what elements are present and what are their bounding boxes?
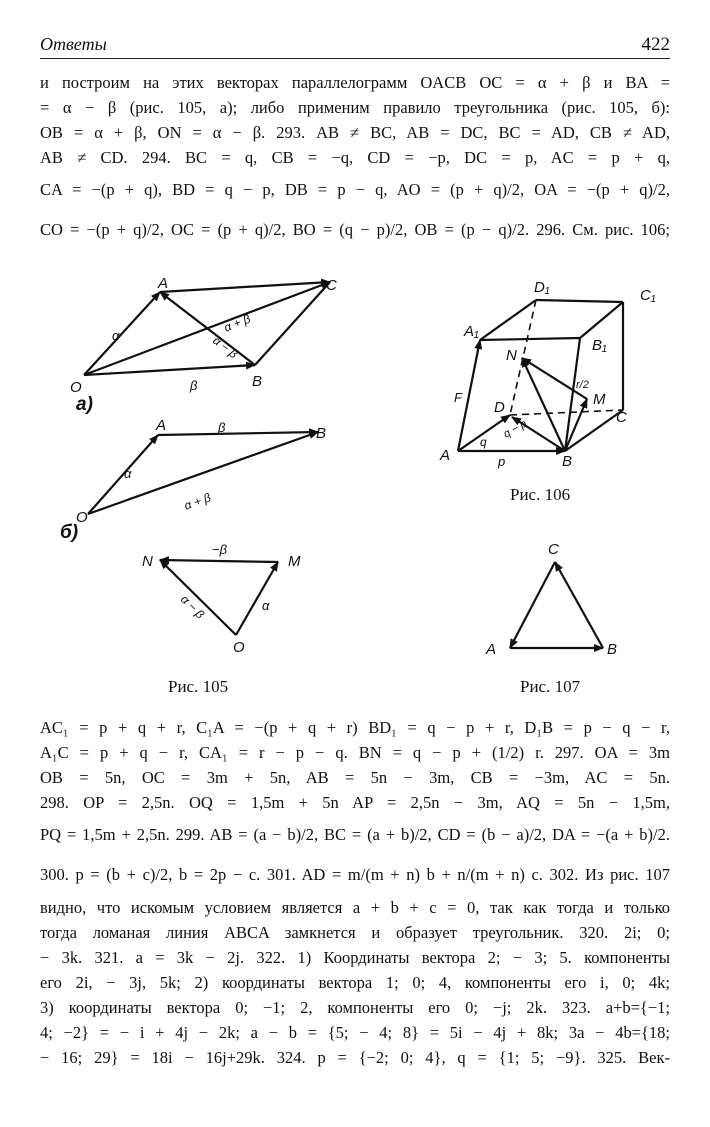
running-title: Ответы <box>40 34 107 54</box>
fig105-a-label-B: B <box>252 373 263 390</box>
text-line: OB = 5n, OC = 3m + 5n, AB = 5n − 3m, CB = −3m, AC = 5n. <box>40 768 670 787</box>
fig106-label-M: M <box>593 391 606 408</box>
text-line: 298. OP = 2,5n. OQ = 1,5m + 5n AP = 2,5n − 3m, AQ = 5n − 1,5m, <box>40 793 670 812</box>
fig105-c-label-O: O <box>233 639 245 656</box>
fig105-a-label-A: A <box>158 275 169 292</box>
fig106-p: p <box>498 454 506 469</box>
fig105-c-label-N: N <box>142 553 153 570</box>
fig107-label-C: C <box>548 541 559 558</box>
fig105-b-beta: β <box>218 420 226 435</box>
fig105-a-beta: β <box>190 378 198 393</box>
fig105-c-diff: α − β <box>177 592 208 622</box>
fig105-a-sum: α + β <box>221 311 253 335</box>
text-line: A₁C = p + q − r, CA₁ = r − p − q. BN = q − p + (1/2) r. 297. OA = 3m <box>40 743 670 762</box>
fig105-a-diff: α − β <box>210 333 241 362</box>
fig106-label-B: B <box>562 453 573 470</box>
fig106-label-C: C <box>616 409 627 426</box>
fig105-b-label-A: A <box>156 417 167 434</box>
figures-area <box>40 270 680 710</box>
text-line: видно, что искомым условием является a + b + c = 0, так как тогда и только <box>40 898 670 917</box>
text-line: 3) координаты вектора 0; −1; 2, компоненты его 0; −j; 2k. 323. a+b={−1; <box>40 998 670 1017</box>
fig105-c-diagram <box>160 560 278 635</box>
text-line: тогда ломаная линия ABCA замкнется и образует треугольник. 320. 2i; 0; <box>40 923 670 942</box>
fig105-c-label-M: M <box>288 553 301 570</box>
fig105-a-alpha: α <box>112 328 120 343</box>
fig106-label-A1: A₁ <box>464 323 479 340</box>
text-line: OB = α + β, ON = α − β. 293. AB ≠ BC, AB = DC, BC = AD, CB ≠ AD, <box>40 123 670 142</box>
fig105-a-diagram <box>84 282 330 375</box>
fig105-b-label-B: B <box>316 425 327 442</box>
fig106-label-A: A <box>440 447 451 464</box>
text-line: AB ≠ CD. 294. BC = q, CB = −q, CD = −p, DC = p, AC = p + q, <box>40 148 670 167</box>
fig105-caption: Рис. 105 <box>168 677 229 696</box>
fig105-b-label-O: O <box>76 509 88 526</box>
fig106-r-half: r/2 <box>576 379 589 391</box>
fig107-label-B: B <box>607 641 618 658</box>
fig105-a-label-C: C <box>326 277 337 294</box>
text-line: = α − β (рис. 105, а); либо применим правило треугольника (рис. 105, б): <box>40 98 670 117</box>
text-line: 300. p = (b + c)/2, b = 2p − c. 301. AD = m/(m + n) b + n/(m + n) c. 302. Из рис. 107 <box>40 865 670 884</box>
fig106-qminusp: q − p <box>501 417 529 441</box>
page-number: 422 <box>641 34 670 55</box>
fig107-label-A: A <box>486 641 497 658</box>
fig106-diagram <box>458 300 623 451</box>
fig106-caption: Рис. 106 <box>510 485 571 504</box>
fig105-a-label-O: O <box>70 379 82 396</box>
fig105-part-b: б) <box>60 522 79 543</box>
text-line: PQ = 1,5m + 2,5n. 299. AB = (a − b)/2, BC = (a + b)/2, CD = (b − a)/2, DA = −(a + b)/2. <box>40 825 670 844</box>
text-line: CO = −(p + q)/2, OC = (p + q)/2, BO = (q − p)/2, OB = (p − q)/2. 296. См. рис. 106; <box>40 220 670 239</box>
text-line: − 16; 29} = 18i − 16j+29k. 324. p = {−2; 0; 4}, q = {1; 5; −9}. 325. Век- <box>40 1048 670 1067</box>
top-text-block <box>40 70 670 250</box>
fig106-label-C1: C₁ <box>640 287 656 304</box>
fig105-b-sum: α + β <box>182 490 213 513</box>
fig105-b-alpha: α <box>124 466 132 481</box>
fig105-part-a: а) <box>76 394 93 415</box>
fig106-label-D1: D₁ <box>534 279 550 296</box>
text-line: − 3k. 321. a = 3k − 2j. 322. 1) Координаты вектора 2; − 3; 5. компоненты <box>40 948 670 967</box>
fig105-c-alpha: α <box>262 598 270 613</box>
text-line: 4; −2} = − i + 4j − 2k; a − b = {5; − 4; 8} = 5i − 4j + 8k; 3a − 4b={18; <box>40 1023 670 1042</box>
fig107-caption: Рис. 107 <box>520 677 581 696</box>
text-line: его 2i, − 3j, 5k; 2) координаты вектора 1; 0; 4, компоненты его i, 0; 4k; <box>40 973 670 992</box>
fig106-q: q <box>480 435 487 449</box>
fig106-label-B1: B₁ <box>592 337 607 354</box>
fig106-label-N: N <box>506 347 517 364</box>
fig106-F: F <box>454 390 462 405</box>
text-line: AC₁ = p + q + r, C₁A = −(p + q + r) BD₁ = q − p + r, D₁B = p − q − r, <box>40 718 670 737</box>
figures-svg <box>40 270 680 710</box>
page-header <box>40 32 670 59</box>
bottom-text-block <box>40 715 670 1070</box>
fig105-c-negbeta: −β <box>212 542 228 557</box>
fig107-diagram <box>510 562 603 648</box>
fig106-label-D: D <box>494 399 505 416</box>
text-line: CA = −(p + q), BD = q − p, DB = p − q, AO = (p + q)/2, OA = −(p + q)/2, <box>40 180 670 199</box>
text-line: и построим на этих векторах параллелограмм OACB OC = α + β и BA = <box>40 73 670 92</box>
